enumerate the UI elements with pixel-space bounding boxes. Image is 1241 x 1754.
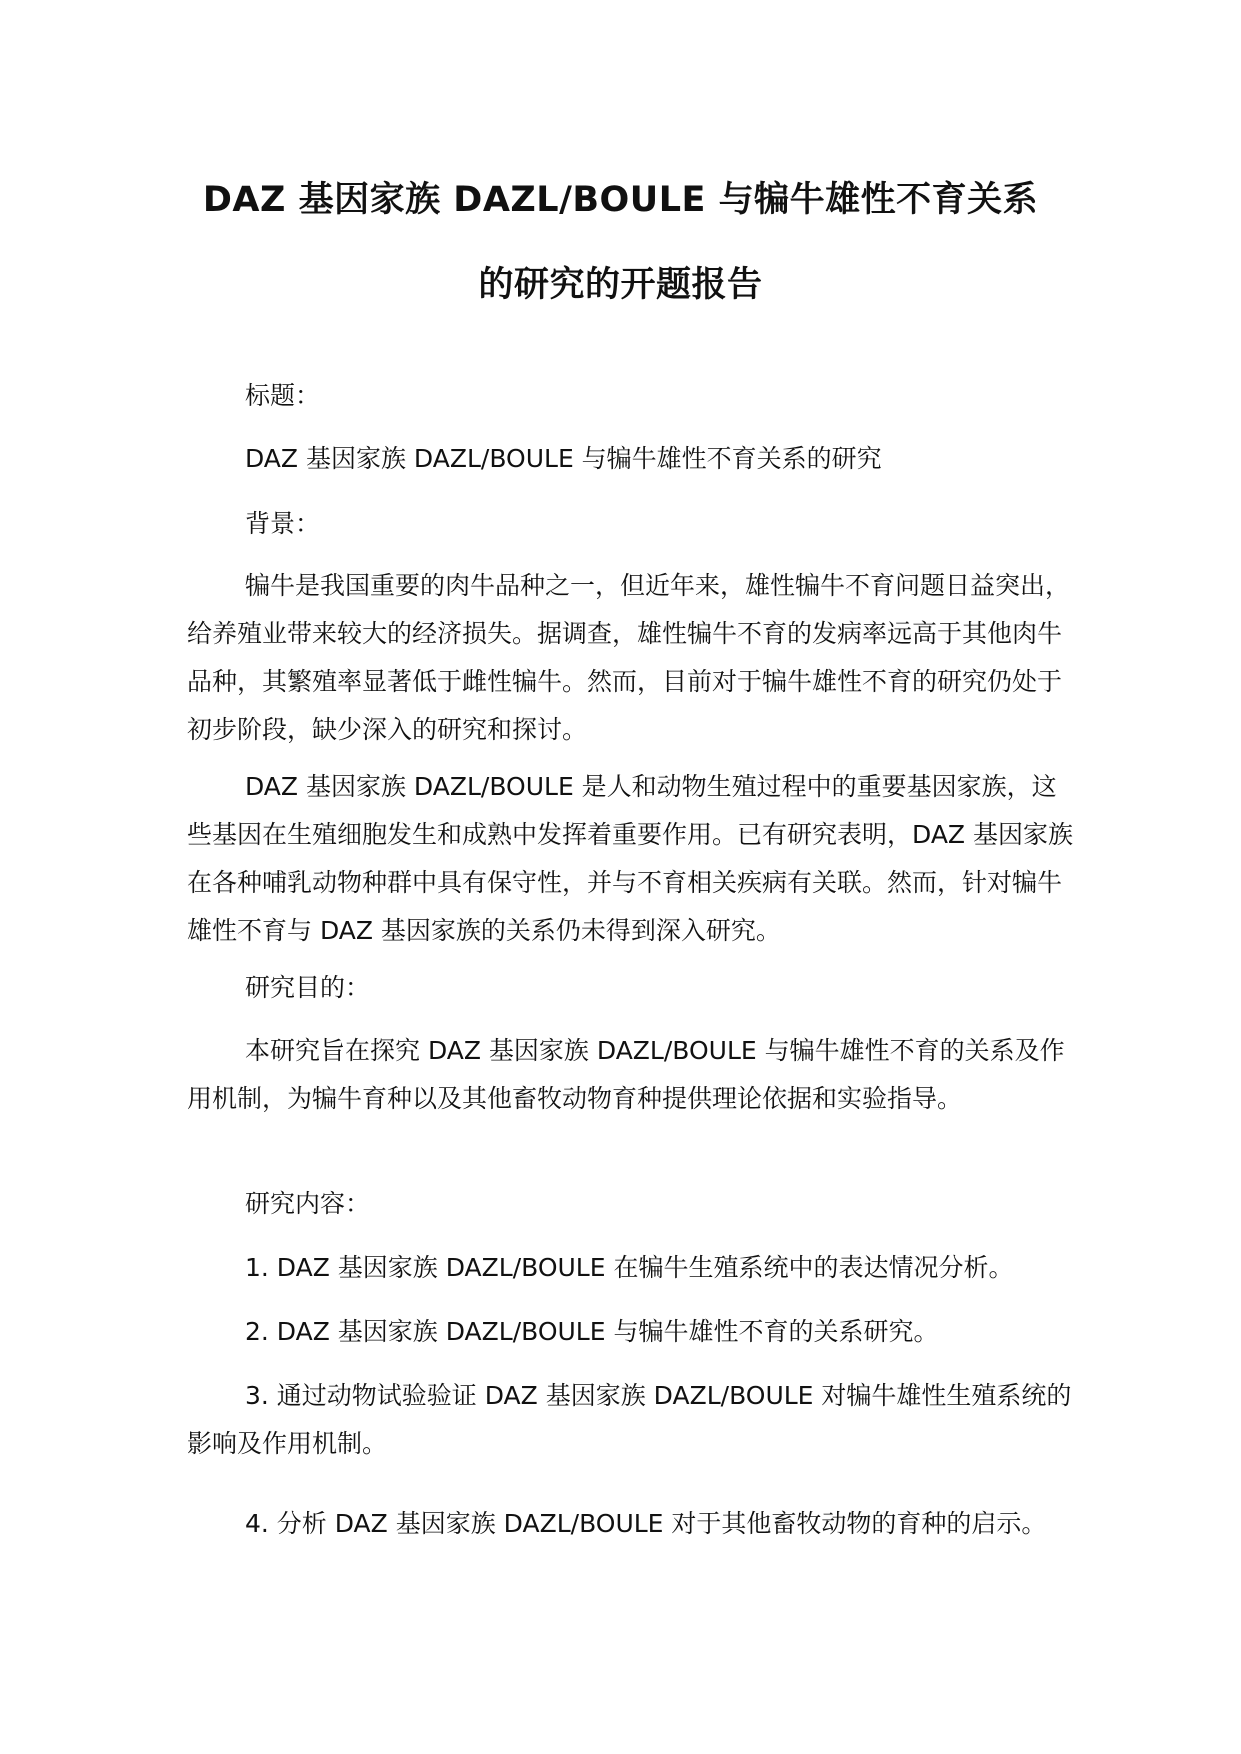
background-paragraph-1: 犏牛是我国重要的肉牛品种之一，但近年来，雄性犏牛不育问题日益突出，给养殖业带来较大的经济损失。据调查，雄性犏牛不育的发病率远高于其他肉牛品种，其繁殖率显著低于雌性犏牛。然而，目前对于犏牛雄性不育的研究仍处于初步阶段，缺少深入的研究和探讨。 xyxy=(187,571,1071,744)
document-title-line-1: DAZ 基因家族 DAZL/BOULE 与犏牛雄性不育关系 xyxy=(202,180,1039,220)
title-text: DAZ 基因家族 DAZL/BOULE 与犏牛雄性不育关系的研究 xyxy=(245,444,882,473)
content-item-4: 4. 分析 DAZ 基因家族 DAZL/BOULE 对于其他畜牧动物的育种的启示。 xyxy=(245,1509,1047,1538)
background-paragraph-2: DAZ 基因家族 DAZL/BOULE 是人和动物生殖过程中的重要基因家族，这些基因在生殖细胞发生和成熟中发挥着重要作用。已有研究表明，DAZ 基因家族在各种哺乳动物种群中具有保守性，并与不育相关疾病有关联。然而，针对犏牛雄性不育与 DAZ 基因家族的关系仍未得到深入研究。 xyxy=(187,772,1073,945)
label-content: 研究内容： xyxy=(245,1189,371,1218)
document-title-line-2: 的研究的开题报告 xyxy=(478,265,763,305)
content-item-3: 3. 通过动物试验验证 DAZ 基因家族 DAZL/BOULE 对犏牛雄性生殖系统的影响及作用机制。 xyxy=(187,1381,1072,1458)
aim-paragraph: 本研究旨在探究 DAZ 基因家族 DAZL/BOULE 与犏牛雄性不育的关系及作用机制，为犏牛育种以及其他畜牧动物育种提供理论依据和实验指导。 xyxy=(187,1036,1065,1113)
content-item-2: 2. DAZ 基因家族 DAZL/BOULE 与犏牛雄性不育的关系研究。 xyxy=(245,1317,939,1346)
label-title: 标题： xyxy=(245,381,321,410)
label-background: 背景： xyxy=(245,509,321,538)
content-item-1: 1. DAZ 基因家族 DAZL/BOULE 在犏牛生殖系统中的表达情况分析。 xyxy=(245,1253,1014,1282)
label-aim: 研究目的： xyxy=(245,973,371,1002)
